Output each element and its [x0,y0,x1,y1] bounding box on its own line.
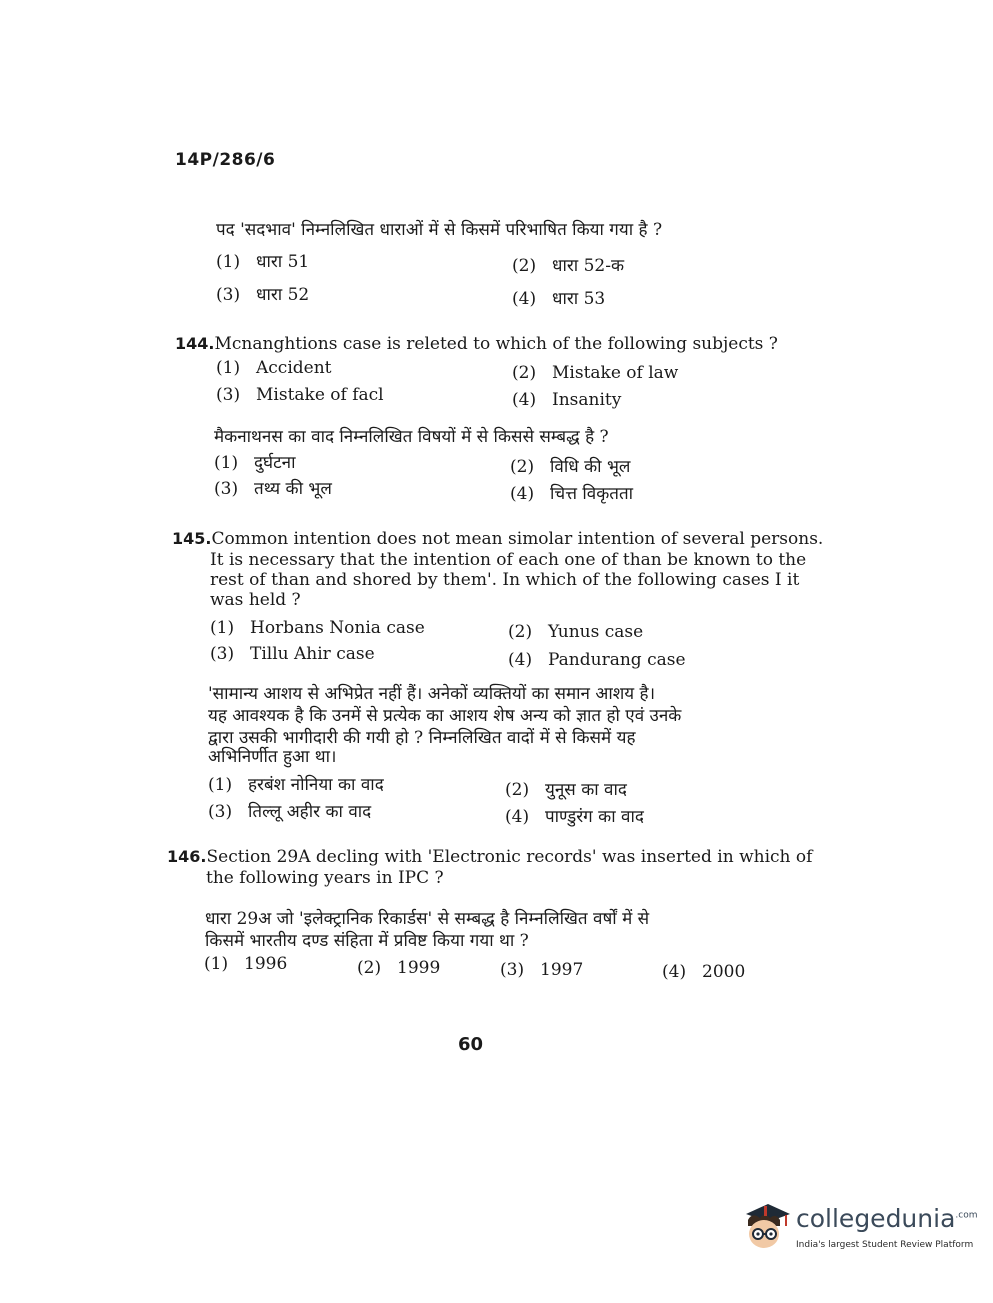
collegedunia-logo [738,1196,978,1260]
q146-hindi-line-2: किसमें भारतीय दण्ड संहिता में प्रविष्ट किया गया था ? [205,931,529,951]
q146-number: 146. [167,847,207,866]
q146-option-4: (4) 2000 [662,962,746,982]
q144-hindi-option-3: (3) तथ्य की भूल [214,479,332,499]
q143-hindi-option-1: (1) धारा 51 [216,252,310,272]
q145-question-line-3: rest of than and shored by them'. In which of the following cases I it [210,570,800,590]
q146-option-2: (2) 1999 [357,958,441,978]
q145-hindi-line-3: द्वारा उसकी भागीदारी की गयी हो ? निम्नलिखित वादों में से किसमें यह [208,728,636,748]
logo-wordmark: collegedunia$^{.com}$ [796,1204,978,1233]
q146-hindi-line-1: धारा 29अ जो 'इलेक्ट्रानिक रिकार्डस' से सम्बद्ध है निम्नलिखित वर्षों में से [205,909,650,929]
q145-hindi-option-2: (2) युनूस का वाद [505,780,627,800]
q144-hindi-question: मैकनाथनस का वाद निम्नलिखित विषयों में से किससे सम्बद्ध है ? [214,427,609,447]
q143-hindi-option-4: (4) धारा 53 [512,289,606,309]
q144-question: 144.Mcnanghtions case is releted to which of the following subjects ? [175,334,778,354]
q143-hindi-question: पद 'सदभाव' निम्नलिखित धाराओं में से किसमें परिभाषित किया गया है ? [216,220,663,240]
q144-hindi-option-1: (1) दुर्घटना [214,453,296,473]
page-number: 60 [458,1034,484,1055]
q145-question-line-4: was held ? [210,590,301,610]
q145-hindi-line-4: अभिनिर्णीत हुआ था। [208,747,337,767]
q144-number: 144. [175,334,215,353]
q145-option-4: (4) Pandurang case [508,650,686,670]
q145-hindi-line-1: 'सामान्य आशय से अभिप्रेत नहीं हैं। अनेकों व्यक्तियों का समान आशय है। [208,684,656,704]
q144-hindi-option-2: (2) विधि की भूल [510,457,631,477]
student-mascot-icon [738,1196,794,1256]
q143-hindi-option-2: (2) धारा 52-क [512,256,625,276]
q145-question-line-1: 145.Common intention does not mean simolar intention of several persons. [172,529,824,549]
q145-hindi-option-4: (4) पाण्डुरंग का वाद [505,807,644,827]
q145-option-3: (3) Tillu Ahir case [210,644,375,664]
q144-option-2: (2) Mistake of law [512,363,679,383]
q146-option-1: (1) 1996 [204,954,288,974]
q144-hindi-option-4: (4) चित्त विकृतता [510,484,634,504]
q145-question-line-2: It is necessary that the intention of each one of than be known to the [210,550,807,570]
q146-question-line-2: the following years in IPC ? [206,868,444,888]
paper-code: 14P/286/6 [175,150,276,170]
q145-hindi-option-3: (3) तिल्लू अहीर का वाद [208,802,372,822]
q145-option-1: (1) Horbans Nonia case [210,618,425,638]
q143-hindi-option-3: (3) धारा 52 [216,285,310,305]
q146-question-line-1: 146.Section 29A decling with 'Electronic records' was inserted in which of [167,847,813,867]
q146-option-3: (3) 1997 [500,960,584,980]
q144-option-4: (4) Insanity [512,390,622,410]
q144-option-1: (1) Accident [216,358,332,378]
logo-tagline: India's largest Student Review Platform [796,1240,974,1250]
q144-option-3: (3) Mistake of facl [216,385,384,405]
q145-hindi-line-2: यह आवश्यक है कि उनमें से प्रत्येक का आशय शेष अन्य को ज्ञात हो एवं उनके [208,706,682,726]
q145-option-2: (2) Yunus case [508,622,644,642]
q145-number: 145. [172,529,212,548]
q145-hindi-option-1: (1) हरबंश नोनिया का वाद [208,775,384,795]
